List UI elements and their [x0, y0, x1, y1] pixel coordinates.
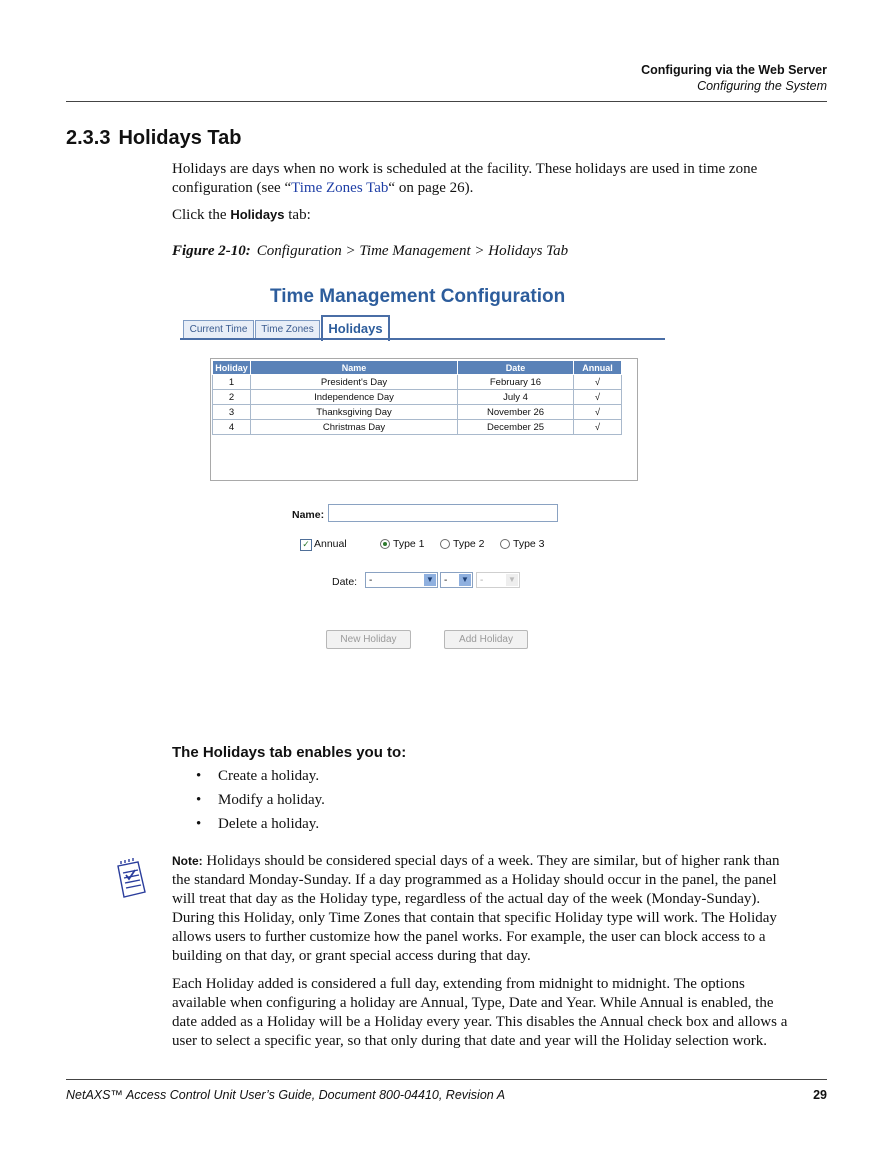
section-number: 2.3.3 — [66, 127, 111, 149]
type3-radio[interactable] — [500, 539, 510, 549]
intro-line-1: Holidays are days when no work is scheduled at the facility. These holidays are used in time zone — [172, 161, 758, 177]
bullet-icon: • — [196, 792, 202, 808]
click-holidays-label: Holidays — [230, 207, 285, 222]
note-line: building on that day, or grant special access during that day. — [172, 948, 531, 964]
note-line: During this Holiday, only Time Zones that contain that specific Holiday type will work. The Holiday — [172, 910, 777, 926]
table-row[interactable] — [213, 390, 622, 405]
tab-underline — [180, 338, 665, 340]
chevron-down-icon: ▼ — [506, 574, 518, 586]
table-row[interactable] — [213, 420, 622, 435]
year-select[interactable] — [476, 572, 520, 588]
annual-checkbox[interactable]: ✓ — [300, 539, 312, 551]
month-select[interactable] — [365, 572, 438, 588]
list-item-text: Create a holiday. — [218, 768, 320, 784]
name-input[interactable] — [328, 504, 558, 522]
intro-line-2-post: “ on page 26). — [388, 180, 474, 196]
section-heading — [66, 127, 241, 150]
bullet-icon: • — [196, 816, 202, 832]
year-select-value: - — [480, 575, 484, 586]
bullet-icon: • — [196, 768, 202, 784]
note-line: allows users to further customize how the panel works. For example, the user can block access to a — [172, 929, 766, 945]
holiday-id: 1 — [213, 375, 251, 390]
holiday-annual: √ — [574, 420, 622, 435]
intro-line-2 — [172, 179, 827, 198]
figure-caption-text: Configuration > Time Management > Holidays Tab — [256, 243, 569, 259]
type2-label: Type 2 — [453, 538, 485, 550]
details-line: available when configuring a holiday are Annual, Type, Date and Year. While Annual is enabled, the — [172, 995, 774, 1011]
details-line: date added as a Holiday will be a Holiday every year. This disables the Annual check box and allows a — [172, 1014, 788, 1030]
intro-paragraph — [172, 160, 827, 198]
holiday-name: Independence Day — [251, 390, 458, 405]
note-label: Note: — [172, 854, 203, 868]
col-holiday-header[interactable]: Holiday — [213, 361, 251, 375]
col-date-header[interactable]: Date — [458, 361, 574, 375]
type3-label: Type 3 — [513, 538, 545, 550]
footer-document-title: NetAXS™ Access Control Unit User’s Guide, Document 800-04410, Revision A — [66, 1088, 506, 1102]
table-row[interactable] — [213, 405, 622, 420]
holiday-details-paragraph — [172, 975, 827, 1051]
add-holiday-button[interactable]: Add Holiday — [444, 630, 528, 649]
details-line: user to select a specific year, so that only during that date and year will the Holiday selection work. — [172, 1033, 768, 1049]
list-item-text: Modify a holiday. — [218, 792, 325, 808]
holiday-date: February 16 — [458, 375, 574, 390]
header-rule — [66, 101, 827, 102]
table-row[interactable] — [213, 375, 622, 390]
annual-label: Annual — [314, 538, 347, 550]
holiday-annual: √ — [574, 405, 622, 420]
intro-line-2-pre: configuration (see “ — [172, 180, 292, 196]
holiday-date: July 4 — [458, 390, 574, 405]
day-select[interactable] — [440, 572, 473, 588]
running-header-subtitle: Configuring the System — [697, 79, 827, 93]
footer-rule — [66, 1079, 827, 1080]
time-zones-tab-link[interactable]: Time Zones Tab — [291, 180, 389, 196]
note-icon — [112, 858, 148, 900]
time-management-title: Time Management Configuration — [270, 286, 566, 307]
day-select-value: - — [444, 575, 448, 586]
holiday-annual: √ — [574, 375, 622, 390]
type2-radio[interactable] — [440, 539, 450, 549]
tab-holidays[interactable]: Holidays — [321, 315, 390, 341]
note-line: the standard Monday-Sunday. If a day programmed as a Holiday should occur in the panel, the panel — [172, 872, 777, 888]
holiday-table — [212, 360, 622, 435]
note-line — [172, 852, 827, 871]
type1-label: Type 1 — [393, 538, 425, 550]
enables-heading: The Holidays tab enables you to: — [172, 744, 407, 761]
name-label: Name: — [292, 509, 325, 521]
new-holiday-button[interactable]: New Holiday — [326, 630, 411, 649]
month-select-value: - — [369, 575, 373, 586]
col-name-header[interactable]: Name — [251, 361, 458, 375]
holiday-name: Christmas Day — [251, 420, 458, 435]
note-line: will treat that day as the Holiday type, regardless of the actual day of the week (Monday-Sunday). — [172, 891, 761, 907]
holiday-date: December 25 — [458, 420, 574, 435]
section-title: Holidays Tab — [118, 127, 242, 149]
chevron-down-icon: ▼ — [424, 574, 436, 586]
holiday-id: 3 — [213, 405, 251, 420]
page-number: 29 — [813, 1088, 827, 1102]
click-pre: Click the — [172, 207, 231, 223]
click-post: tab: — [284, 207, 311, 223]
date-label: Date: — [332, 576, 358, 588]
holiday-id: 4 — [213, 420, 251, 435]
tab-time-zones[interactable]: Time Zones — [255, 320, 320, 339]
note-paragraph — [172, 852, 827, 966]
details-line: Each Holiday added is considered a full day, extending from midnight to midnight. The options — [172, 976, 745, 992]
running-header-title: Configuring via the Web Server — [641, 63, 827, 77]
figure-caption — [172, 243, 568, 260]
type1-radio[interactable] — [380, 539, 390, 549]
click-instruction — [172, 205, 827, 225]
figure-label: Figure 2-10: — [172, 243, 251, 259]
tab-current-time[interactable]: Current Time — [183, 320, 254, 339]
col-annual-header[interactable]: Annual — [574, 361, 622, 375]
list-item-text: Delete a holiday. — [218, 816, 320, 832]
holiday-annual: √ — [574, 390, 622, 405]
holiday-name: President's Day — [251, 375, 458, 390]
chevron-down-icon: ▼ — [459, 574, 471, 586]
note-line-text: Holidays should be considered special days of a week. They are similar, but of higher rank than — [202, 853, 780, 869]
holiday-name: Thanksgiving Day — [251, 405, 458, 420]
holiday-id: 2 — [213, 390, 251, 405]
holiday-date: November 26 — [458, 405, 574, 420]
